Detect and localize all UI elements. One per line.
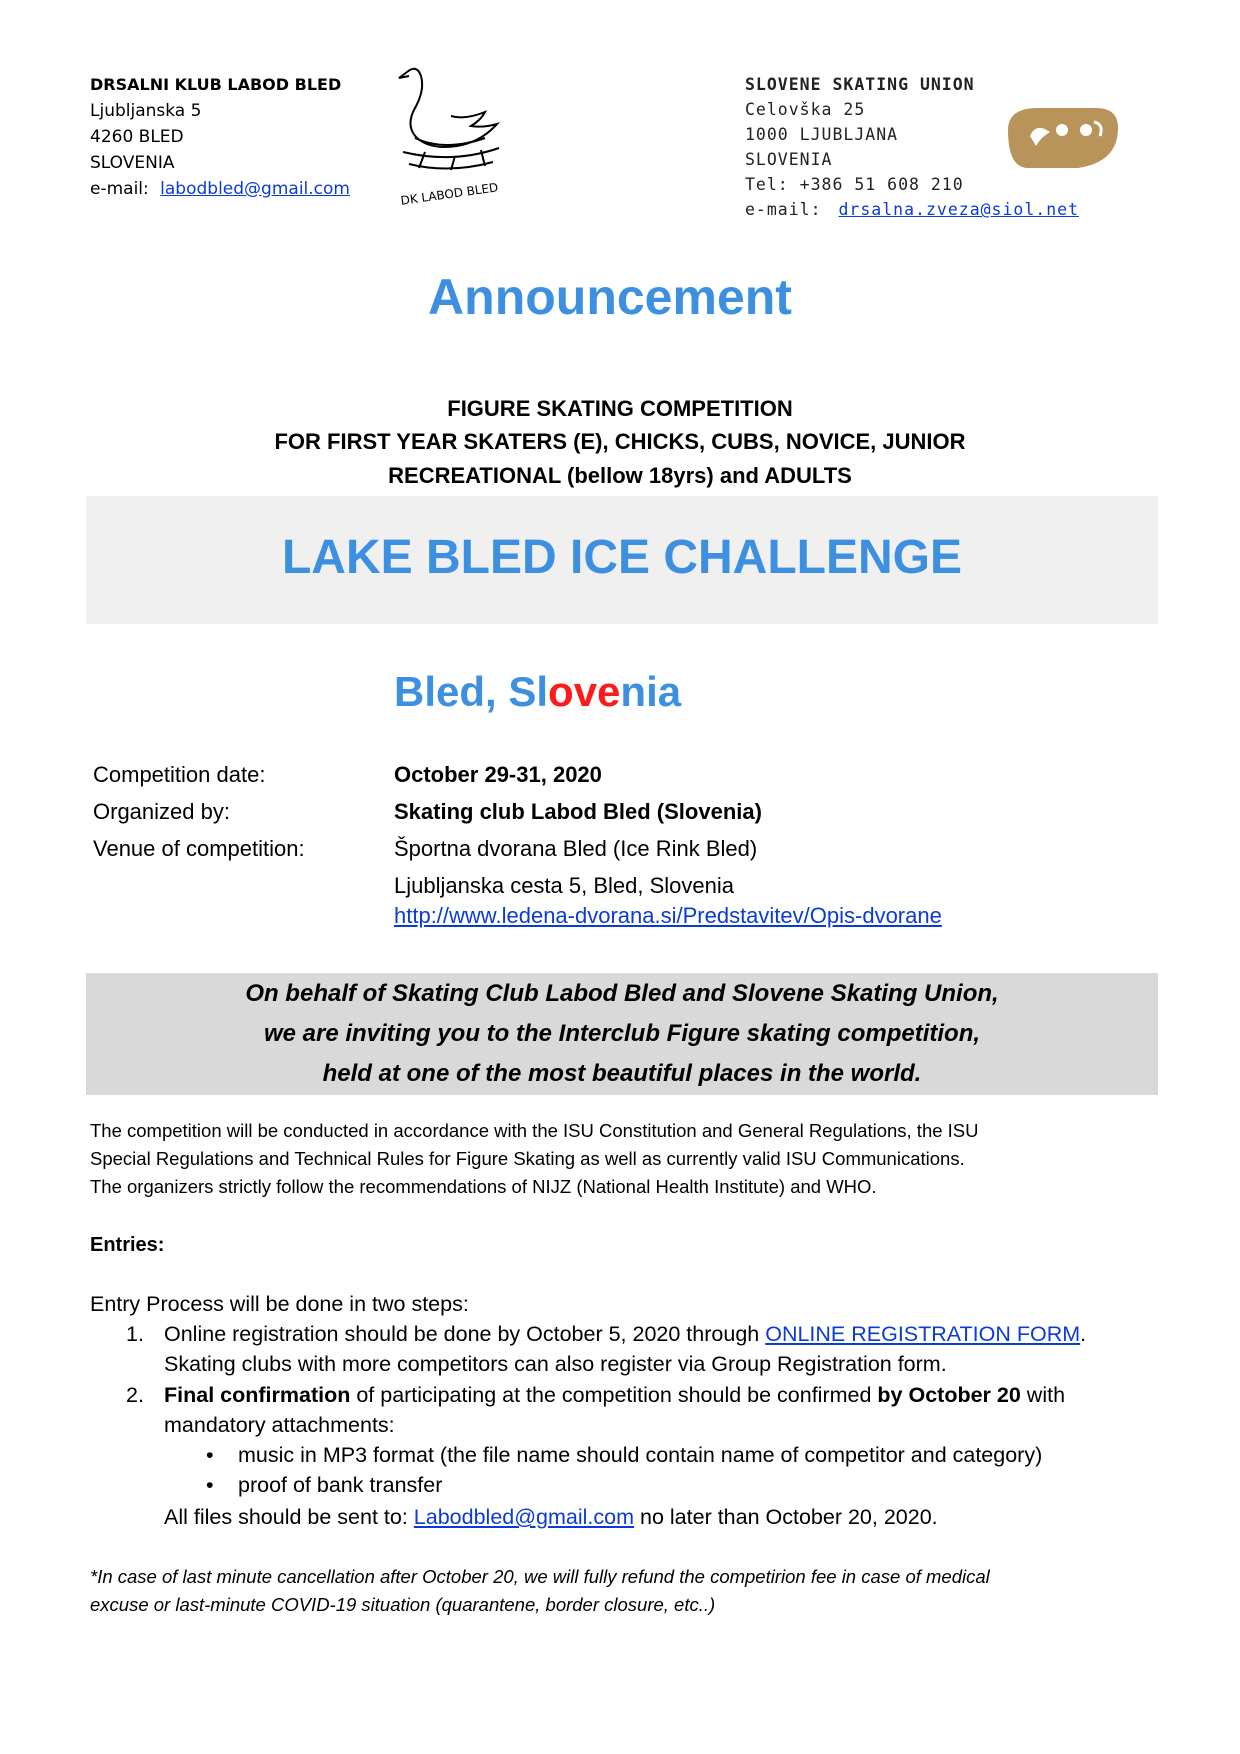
organizer-label: Organized by:	[93, 799, 230, 824]
step-2-line-2: mandatory attachments:	[164, 1413, 395, 1437]
club-country: SLOVENIA	[90, 153, 175, 173]
organizer-value: Skating club Labod Bled (Slovenia)	[394, 799, 762, 824]
venue-address: Ljubljanska cesta 5, Bled, Slovenia	[394, 873, 734, 898]
union-city: 1000 LJUBLJANA	[745, 125, 899, 144]
union-email-line	[745, 197, 1079, 222]
union-street: Celovška 25	[745, 100, 866, 119]
skating-union-logo-icon	[1000, 100, 1125, 180]
step-2-bold: Final confirmation	[164, 1383, 351, 1407]
event-name: LAKE BLED ICE CHALLENGE	[281, 531, 962, 584]
invitation-line-2: we are inviting you to the Interclub Figure skating competition,	[263, 1020, 981, 1047]
step-1-line-1	[164, 1322, 1086, 1347]
step-1-number: 1.	[126, 1322, 144, 1346]
subtitle-line-2: FOR FIRST YEAR SKATERS (E), CHICKS, CUBS, NOVICE, JUNIOR	[274, 429, 966, 454]
union-tel: Tel: +386 51 608 210	[745, 175, 964, 194]
venue-url-link[interactable]: http://www.ledena-dvorana.si/Predstavitev/Opis-dvorane	[394, 903, 942, 928]
venue-label: Venue of competition:	[93, 836, 305, 861]
club-email-link[interactable]: labodbled@gmail.com	[160, 179, 350, 199]
bullet-2-icon: •	[206, 1473, 214, 1497]
step-2-text: of participating at the competition should be confirmed	[356, 1383, 872, 1407]
swan-logo-icon	[385, 60, 515, 210]
files-end: no later than October 20, 2020.	[640, 1505, 938, 1529]
footnote-line-2: excuse or last-minute COVID-19 situation (quarantene, border closure, etc..)	[90, 1594, 716, 1615]
date-label: Competition date:	[93, 762, 266, 787]
union-email-link[interactable]: drsalna.zveza@siol.net	[838, 200, 1080, 219]
invitation-line-1: On behalf of Skating Club Labod Bled and Slovene Skating Union,	[245, 980, 999, 1007]
date-value: October 29-31, 2020	[394, 762, 602, 787]
bullet-1-icon: •	[206, 1443, 214, 1467]
step-2-line-1	[164, 1383, 1065, 1408]
union-name: SLOVENE SKATING UNION	[745, 75, 975, 94]
regulations-line-1: The competition will be conducted in accordance with the ISU Constitution and General Regulations, the ISU	[90, 1120, 979, 1141]
club-email-line	[90, 176, 350, 202]
footnote-line-1: *In case of last minute cancellation after October 20, we will fully refund the competirion fee in case of medical	[90, 1566, 990, 1587]
step-1-end: .	[1080, 1322, 1087, 1346]
regulations-line-2: Special Regulations and Technical Rules for Figure Skating as well as currently valid ISU Communications.	[90, 1148, 965, 1169]
location-part-3: nia	[620, 668, 682, 715]
page-title: Announcement	[428, 269, 792, 325]
club-city: 4260 BLED	[90, 127, 184, 147]
club-name: DRSALNI KLUB LABOD BLED	[90, 75, 342, 94]
event-location	[394, 668, 681, 716]
subtitle-line-1: FIGURE SKATING COMPETITION	[447, 396, 793, 421]
venue-value: Športna dvorana Bled (Ice Rink Bled)	[394, 836, 758, 861]
location-part-1: Bled, Sl	[394, 668, 549, 715]
step-1-text: Online registration should be done by October 5, 2020 through	[164, 1322, 760, 1346]
invitation-line-3: held at one of the most beautiful places in the world.	[322, 1060, 922, 1087]
files-text: All files should be sent to:	[164, 1505, 408, 1529]
files-email-link[interactable]: Labodbled@gmail.com	[413, 1505, 635, 1529]
entries-intro: Entry Process will be done in two steps:	[90, 1292, 469, 1316]
union-email-label: e-mail:	[745, 200, 822, 219]
online-registration-form-link[interactable]: ONLINE REGISTRATION FORM	[765, 1322, 1081, 1346]
swan-logo-text: DK LABOD BLED	[399, 180, 500, 208]
files-line	[164, 1505, 938, 1530]
bullet-2-text: proof of bank transfer	[238, 1473, 443, 1497]
union-country: SLOVENIA	[745, 150, 833, 169]
bullet-1-text: music in MP3 format (the file name should contain name of competitor and category)	[238, 1443, 1043, 1467]
entries-heading: Entries:	[90, 1234, 165, 1256]
regulations-line-3: The organizers strictly follow the recommendations of NIJZ (National Health Institute) and WHO.	[90, 1176, 877, 1197]
location-part-2: ove	[548, 668, 621, 715]
subtitle-line-3: RECREATIONAL (bellow 18yrs) and ADULTS	[388, 463, 852, 488]
step-2-number: 2.	[126, 1383, 144, 1407]
step-2-bold-2: by October 20	[877, 1383, 1021, 1407]
club-address-block	[90, 72, 350, 202]
step-1-line-2: Skating clubs with more competitors can also register via Group Registration form.	[164, 1352, 947, 1376]
club-email-label: e-mail:	[90, 179, 149, 199]
club-street: Ljubljanska 5	[90, 101, 202, 121]
step-2-end: with	[1026, 1383, 1066, 1407]
